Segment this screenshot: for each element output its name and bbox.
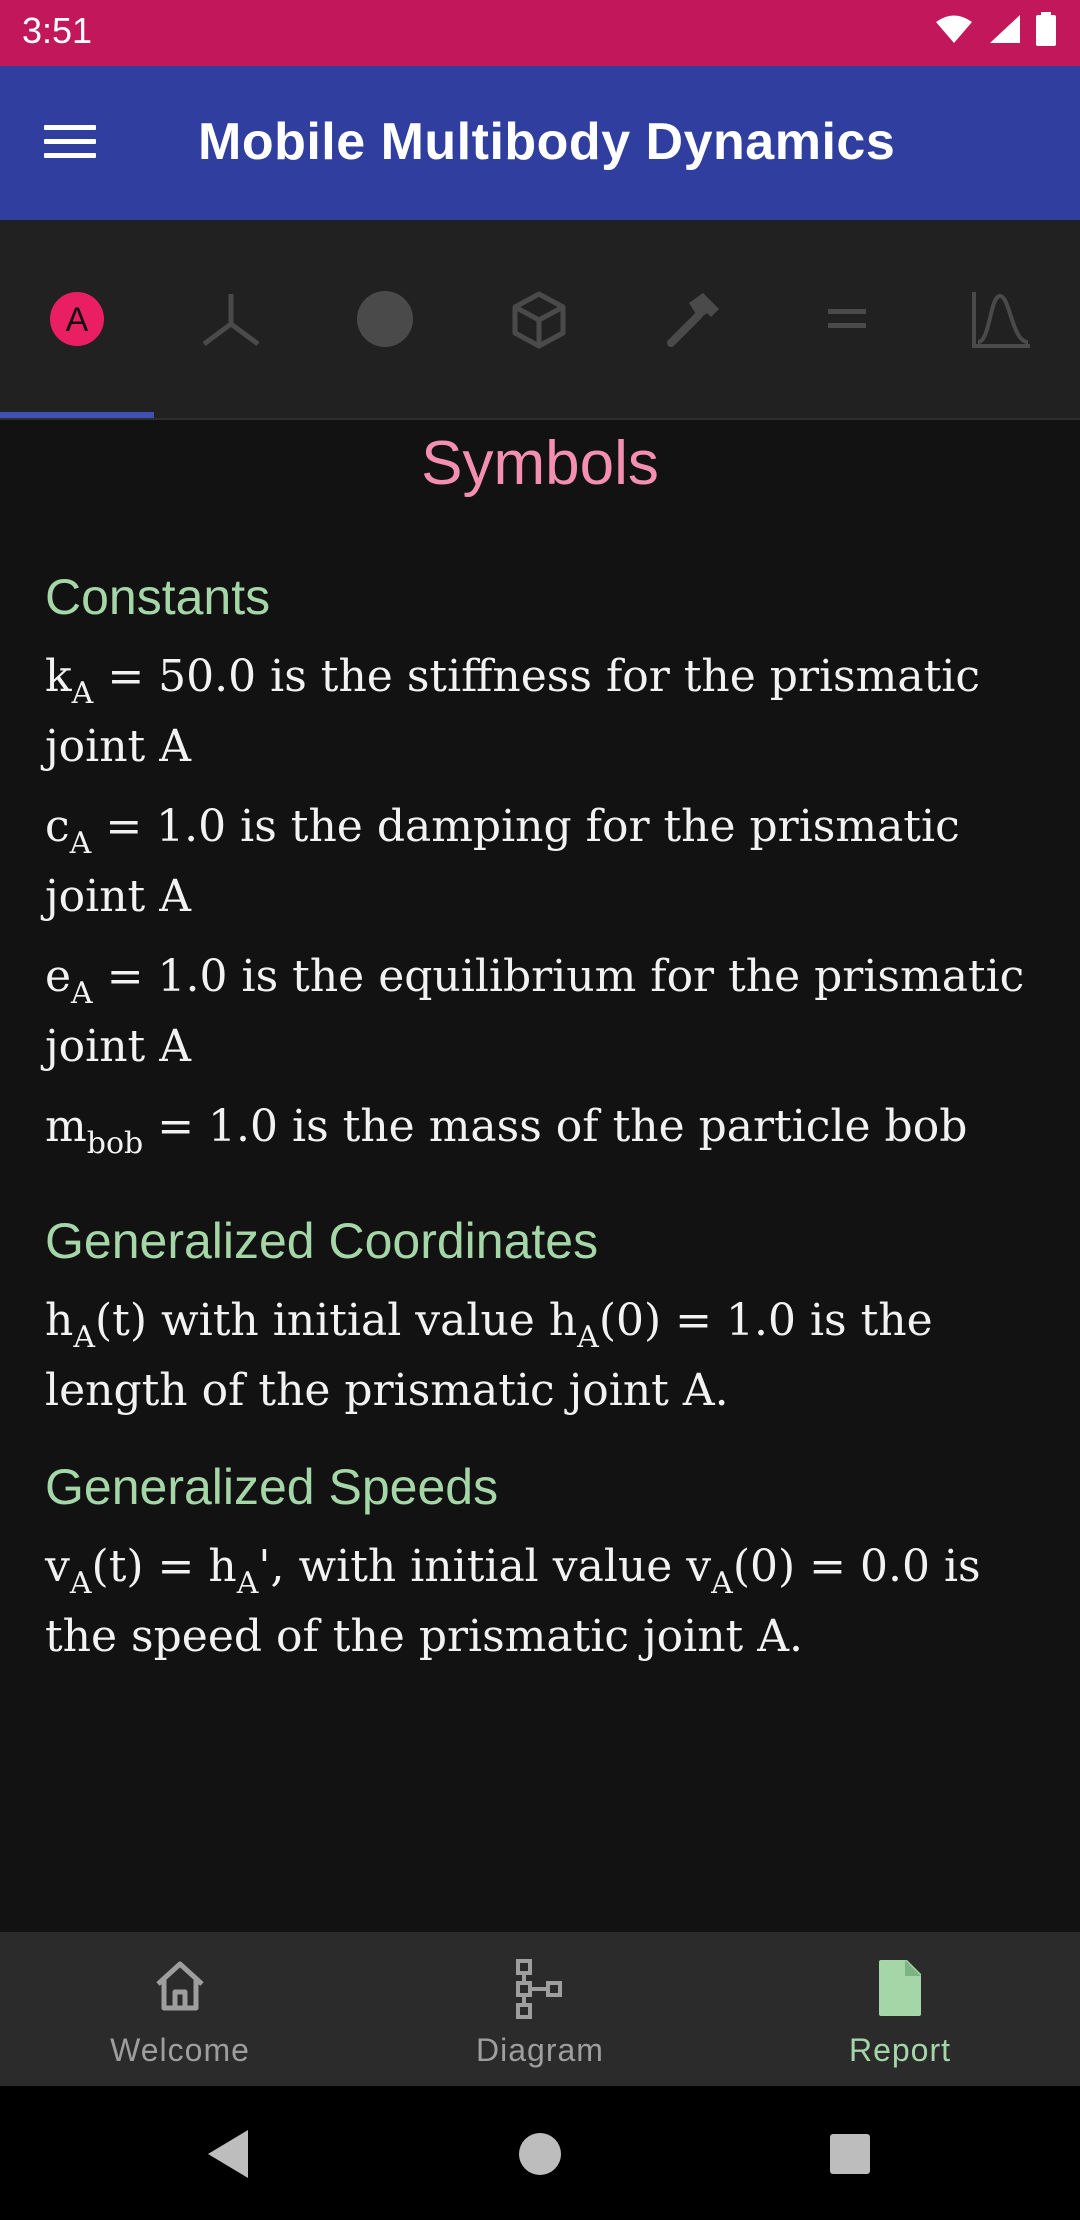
recents-icon[interactable] xyxy=(820,2124,880,2184)
tab-simulation[interactable] xyxy=(924,220,1078,418)
a-circle-icon xyxy=(47,289,107,349)
back-icon[interactable] xyxy=(200,2124,260,2184)
constants-heading: Constants xyxy=(45,569,271,625)
diagram-icon xyxy=(512,1958,568,2020)
tab-particles[interactable] xyxy=(308,220,462,418)
circle-icon xyxy=(355,289,415,349)
bottom-nav xyxy=(0,1932,1080,2086)
coordinate-item: $h_A(t)$ with initial value $h_A(0) = 1.0$ is the length of the prismatic joint A. xyxy=(45,1295,933,1416)
tab-bar xyxy=(0,220,1080,420)
system-nav-bar xyxy=(0,2086,1080,2220)
tab-indicator xyxy=(0,412,154,418)
status-time: 3:51 xyxy=(22,10,93,51)
speed-item: $v_A(t) = h_A'$, with initial value $v_A(0) = 0.0$ is the speed of the prismatic joint A. xyxy=(45,1541,981,1662)
menu-icon[interactable] xyxy=(34,116,106,170)
constant-item: $c_A = 1.0$ is the damping for the prismatic joint A xyxy=(45,801,960,922)
status-bar xyxy=(0,0,1080,66)
constant-item: $e_A = 1.0$ is the equilibrium for the prismatic joint A xyxy=(45,951,1025,1072)
tab-equations[interactable] xyxy=(770,220,924,418)
nav-welcome-label: Welcome xyxy=(110,2032,250,2068)
app-title: Mobile Multibody Dynamics xyxy=(198,113,896,171)
speeds-heading: Generalized Speeds xyxy=(45,1459,499,1515)
tab-frames[interactable] xyxy=(154,220,308,418)
hammer-icon xyxy=(663,289,723,349)
home-button-icon[interactable] xyxy=(510,2124,570,2184)
tab-symbols[interactable] xyxy=(0,220,154,418)
constant-item: $m_{bob} = 1.0$ is the mass of the particle bob xyxy=(45,1101,968,1161)
status-icons xyxy=(934,12,1056,46)
battery-icon xyxy=(1036,12,1056,46)
page-title: Symbols xyxy=(421,429,659,498)
axes-icon xyxy=(196,284,266,354)
signal-icon xyxy=(988,13,1022,45)
nav-report-label: Report xyxy=(848,2032,952,2068)
equals-icon xyxy=(822,299,872,339)
nav-diagram[interactable] xyxy=(360,1932,720,2086)
nav-report[interactable] xyxy=(720,1932,1080,2086)
constant-item: $k_A = 50.0$ is the stiffness for the prismatic joint A xyxy=(45,651,980,772)
wifi-icon xyxy=(934,13,974,45)
tab-bodies[interactable] xyxy=(462,220,616,418)
app-bar xyxy=(0,66,1080,220)
nav-welcome[interactable] xyxy=(0,1932,360,2086)
curve-chart-icon xyxy=(968,286,1034,352)
coordinates-heading: Generalized Coordinates xyxy=(45,1213,599,1269)
home-icon xyxy=(152,1958,208,2014)
cube-icon xyxy=(509,289,569,349)
svg-text:A: A xyxy=(65,301,89,339)
nav-diagram-label: Diagram xyxy=(476,2032,604,2068)
tab-loads[interactable] xyxy=(616,220,770,418)
report-content xyxy=(0,420,1080,1932)
report-icon xyxy=(875,1958,925,2018)
